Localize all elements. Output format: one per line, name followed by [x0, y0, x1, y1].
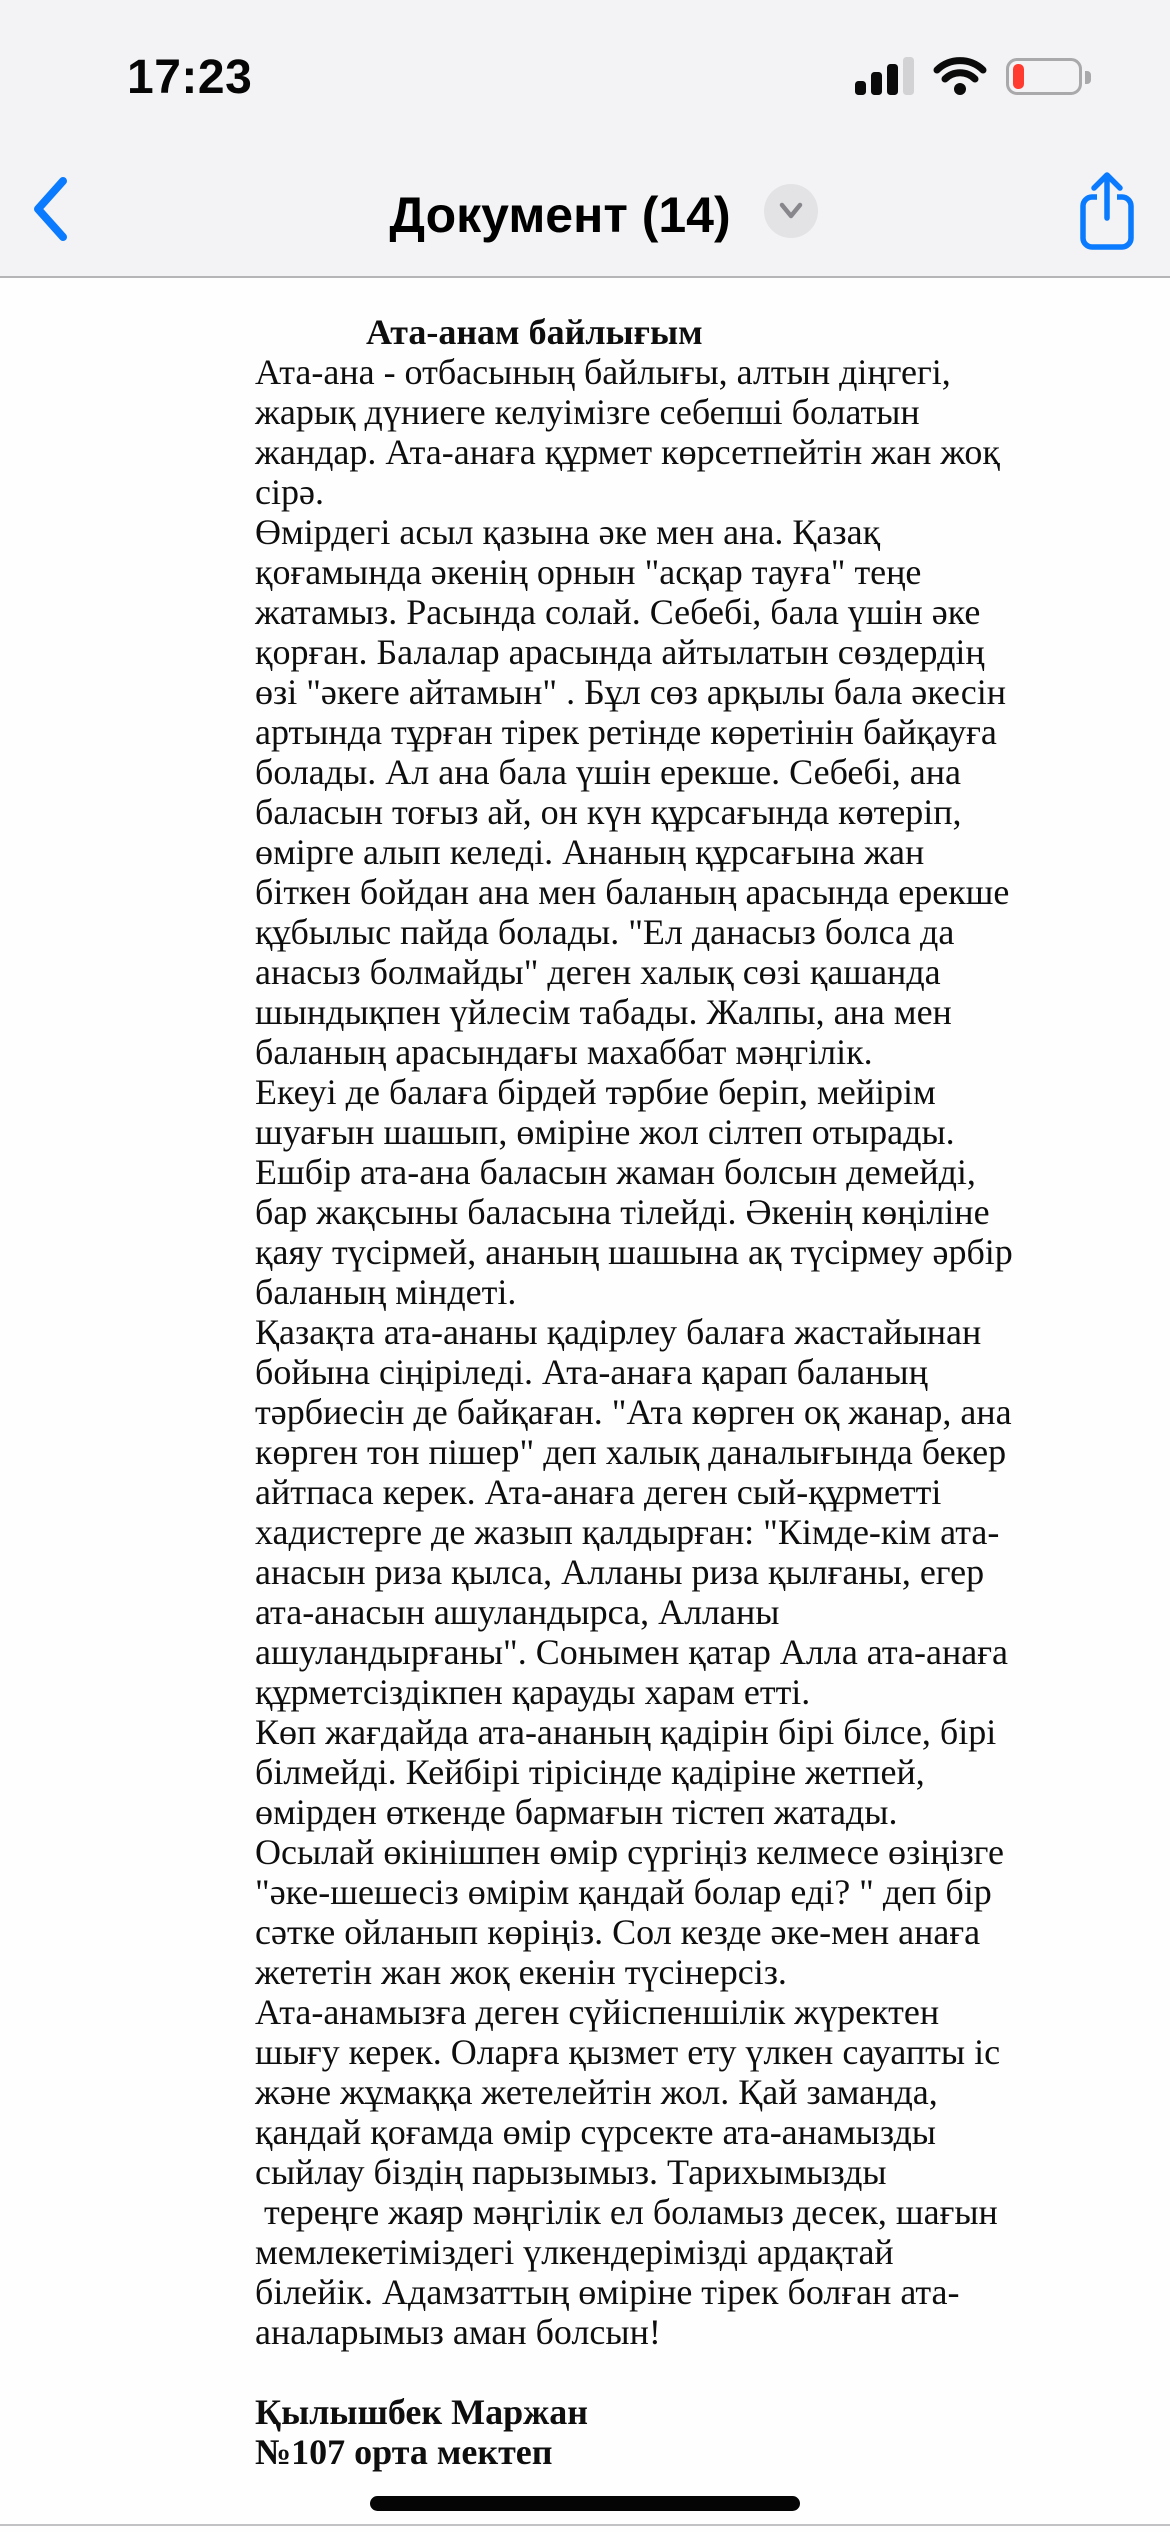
share-icon [1076, 170, 1138, 252]
signal-bar [855, 81, 866, 95]
bottom-divider [0, 2524, 1170, 2526]
battery-nub [1085, 71, 1091, 84]
document-line: анасыз болмайды" деген халық сөзі қашанда [255, 952, 941, 992]
document-line: анасын риза қылса, Алланы риза қылғаны, егер [255, 1552, 985, 1592]
chevron-down-icon [776, 201, 806, 221]
battery-level-low [1013, 64, 1024, 89]
document-line: сәтке ойланып көріңіз. Сол кезде әке-мен анаға [255, 1912, 981, 1952]
document-line: шығу керек. Оларға қызмет ету үлкен сауапты іс [255, 2032, 1001, 2072]
document-line: жарық дүниеге келуімізге себепші болатын [255, 392, 920, 432]
document-line: құбылыс пайда болады. "Ел данасыз болса да [255, 912, 955, 952]
document-line: Екеуі де балаға бірдей тәрбие беріп, мейірім [255, 1072, 936, 1112]
document-line: тереңге жаяр мәңгілік ел боламыз десек, шағын [255, 2192, 998, 2232]
document-line: білмейді. Кейбірі тірісінде қадіріне жетпей, [255, 1752, 925, 1792]
document-line [255, 2352, 1035, 2392]
document-line: сірә. [255, 472, 324, 512]
document-line: білейік. Адамзаттың өміріне тірек болған ата- [255, 2272, 960, 2312]
document-line: Ата-ана - отбасының байлығы, алтын діңгегі, [255, 352, 951, 392]
share-button[interactable] [1076, 170, 1138, 252]
document-line: Қазақта ата-ананы қадірлеу балаға жастайынан [255, 1312, 982, 1352]
battery-icon [1006, 58, 1082, 95]
document-line: көрген тон пішер" деп халық даналығында бекер [255, 1432, 1007, 1472]
document-lines [255, 312, 1035, 2472]
document-line: №107 орта мектеп [255, 2432, 553, 2472]
document-line: аналарымыз аман болсын! [255, 2312, 661, 2352]
document-line: шуағын шашып, өміріне жол сілтеп отырады. [255, 1112, 955, 1152]
document-line: "әке-шешесіз өмірім қандай болар еді? " деп бір [255, 1872, 992, 1912]
document-line: Көп жағдайда ата-ананың қадірін бірі білсе, бірі [255, 1712, 997, 1752]
header [0, 0, 1170, 278]
document-line: біткен бойдан ана мен баланың арасында ерекше [255, 872, 1010, 912]
signal-bar [871, 72, 882, 95]
document-line: артында тұрған тірек ретінде көретінін байқауға [255, 712, 997, 752]
document-line: баланың міндеті. [255, 1272, 517, 1312]
document-line: Қылышбек Маржан [255, 2392, 588, 2432]
document-line: Осылай өкінішпен өмір сүргіңіз келмесе өзіңізге [255, 1832, 1004, 1872]
document-line: Ата-анам байлығым [366, 312, 703, 352]
document-line: жатамыз. Расында солай. Себебі, бала үшін әке [255, 592, 981, 632]
document-line: өмірге алып келеді. Ананың құрсағына жан [255, 832, 925, 872]
cellular-signal-icon [855, 57, 918, 95]
document-line: құрметсіздікпен қарауды харам етті. [255, 1672, 811, 1712]
document-line: баланың арасындағы махаббат мәңгілік. [255, 1032, 873, 1072]
document-line: бар жақсыны баласына тілейді. Әкенің көңіліне [255, 1192, 990, 1232]
document-line: қаяу түсірмей, ананың шашына ақ түсірмеу әрбір [255, 1232, 1013, 1272]
document-line: және жұмаққа жетелейтін жол. Қай заманда, [255, 2072, 938, 2112]
document-line: шындықпен үйлесім табады. Жалпы, ана мен [255, 992, 952, 1032]
home-indicator[interactable] [370, 2496, 800, 2511]
wifi-icon [933, 56, 987, 101]
document-line: хадистерге де жазып қалдырған: "Кімде-кім ата- [255, 1512, 1000, 1552]
document-line: айтпаса керек. Ата-анаға деген сый-құрметті [255, 1472, 942, 1512]
page-title: Документ (14) [389, 187, 731, 243]
document-line: жететін жан жоқ екенін түсінерсіз. [255, 1952, 787, 1992]
document-line: қоғамында әкенің орнын "асқар тауға" теңе [255, 552, 922, 592]
document-line: болады. Ал ана бала үшін ерекше. Себебі, ана [255, 752, 961, 792]
status-time: 17:23 [127, 51, 253, 104]
document-line: қорған. Балалар арасында айтылатын сөздердің [255, 632, 985, 672]
document-line: қандай қоғамда өмір сүрсекте ата-анамызды [255, 2112, 936, 2152]
document-line: ашуландырғаны". Сонымен қатар Алла ата-анаға [255, 1632, 1008, 1672]
document-line: Өмірдегі асыл қазына әке мен ана. Қазақ [255, 512, 881, 552]
document-line: бойына сіңіріледі. Ата-анаға қарап баланың [255, 1352, 928, 1392]
document-line: мемлекетіміздегі үлкендерімізді ардақтай [255, 2232, 894, 2272]
document-line: жандар. Ата-анаға құрмет көрсетпейтін жан жоқ [255, 432, 1000, 472]
document-line: өзі "әкеге айтамын" . Бұл сөз арқылы бала әкесін [255, 672, 1006, 712]
document-line: Ешбір ата-ана баласын жаман болсын демейді, [255, 1152, 976, 1192]
document-line: Ата-анамызға деген сүйіспеншілік жүректен [255, 1992, 940, 2032]
title-dropdown-button[interactable] [764, 184, 818, 238]
document-line: ата-анасын ашуландырса, Алланы [255, 1592, 780, 1632]
document-line: тәрбиесін де байқаған. "Ата көрген оқ жанар, ана [255, 1392, 1012, 1432]
document-line: өмірден өткенде бармағын тістеп жатады. [255, 1792, 898, 1832]
signal-bar [887, 64, 898, 95]
document-line: баласын тоғыз ай, он күн құрсағында көтеріп, [255, 792, 962, 832]
document-line: сыйлау біздің парызымыз. Тарихымызды [255, 2152, 887, 2192]
signal-bar-empty [903, 57, 914, 95]
document-scroll-area[interactable] [0, 278, 1170, 2532]
